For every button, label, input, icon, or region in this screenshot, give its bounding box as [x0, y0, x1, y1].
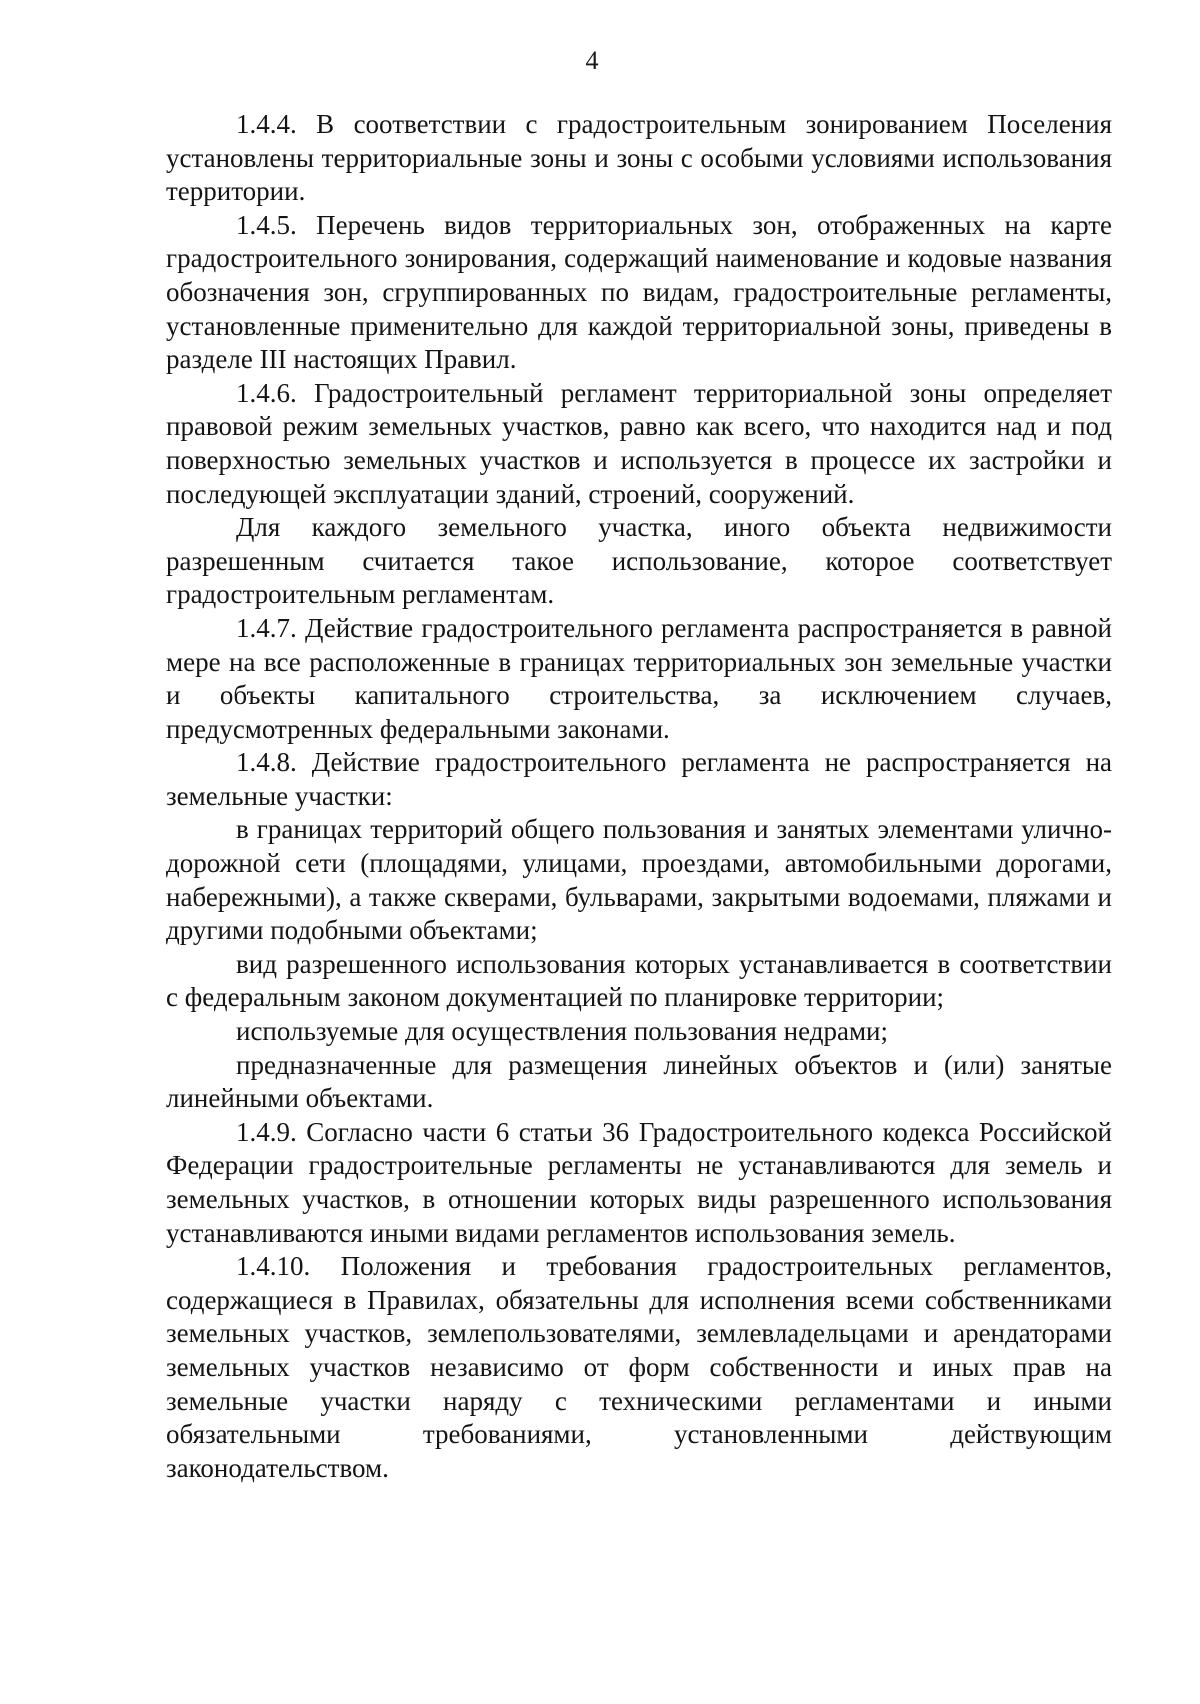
paragraph-1-4-6: 1.4.6. Градостроительный регламент территориальной зоны определяет правовой режим земельных участков, равно как всего, что находится над и под поверхностью земельных участков и используется в процессе их застройки и последующей эксплуатации зданий, строений, сооружений. [166, 377, 1112, 509]
list-item-public-areas: в границах территорий общего пользования и занятых элементами улично-дорожной сети (площадями, улицами, проездами, автомобильными дорогами, набережными), а также скверами, бульварами, закрытыми водоемами, пляжами и другими подобными объектами; [166, 814, 1112, 946]
page-number: 4 [585, 46, 599, 75]
list-item-linear-objects: предназначенные для размещения линейных объектов и (или) занятые линейными объектами. [166, 1049, 1112, 1114]
paragraph-1-4-9: 1.4.9. Согласно части 6 статьи 36 Градостроительного кодекса Российской Федерации градостроительные регламенты не устанавливаются для земель и земельных участков, в отношении которых виды разрешенного использования устанавливаются иными видами регламентов использования земель. [166, 1116, 1112, 1248]
list-item-planning-documentation: вид разрешенного использования которых устанавливается в соответствии с федеральным законом документацией по планировке территории; [166, 948, 1112, 1013]
paragraph-permitted-use: Для каждого земельного участка, иного объекта недвижимости разрешенным считается такое использование, которое соответствует градостроительным регламентам. [166, 512, 1112, 610]
paragraph-1-4-5: 1.4.5. Перечень видов территориальных зон, отображенных на карте градостроительного зонирования, содержащий наименование и кодовые названия обозначения зон, сгруппированных по видам, градостроительные регламенты, установленные применительно для каждой территориальной зоны, приведены в разделе III настоящих Правил. [166, 209, 1112, 375]
paragraph-1-4-8: 1.4.8. Действие градостроительного регламента не распространяется на земельные участки: [166, 747, 1112, 811]
paragraph-1-4-4: 1.4.4. В соответствии с градостроительным зонированием Поселения установлены территориальные зоны и зоны с особыми условиями использования территории. [166, 109, 1112, 207]
paragraph-1-4-10: 1.4.10. Положения и требования градостроительных регламентов, содержащиеся в Правилах, обязательны для исполнения всеми собственниками земельных участков, землепользователями, землевладельцами и арендаторами земельных участков независимо от форм собственности и иных прав на земельные участки наряду с техническими регламентами и иными обязательными требованиями, установленными действующим законодательством. [166, 1251, 1112, 1483]
document-body [166, 108, 1112, 1485]
list-item-subsoil-use: используемые для осуществления пользования недрами; [236, 1016, 888, 1047]
paragraph-1-4-7: 1.4.7. Действие градостроительного регламента распространяется в равной мере на все расположенные в границах территориальных зон земельные участки и объекты капитального строительства, за исключением случаев, предусмотренных федеральными законами. [166, 612, 1112, 744]
